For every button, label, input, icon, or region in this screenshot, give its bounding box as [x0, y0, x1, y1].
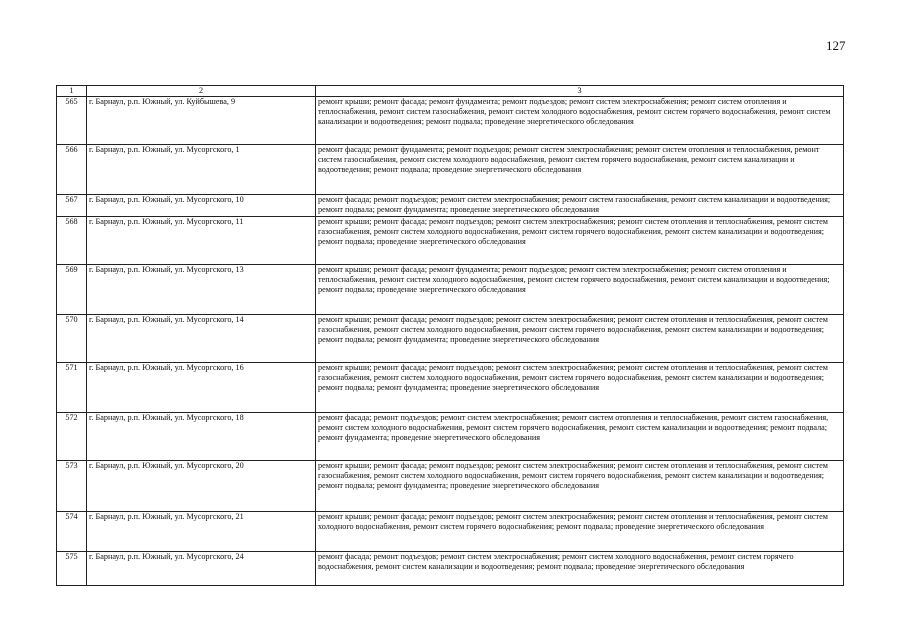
table-row [57, 97, 844, 145]
row-address: г. Барнаул, р.п. Южный, ул. Мусоргского, 1 [87, 145, 316, 195]
row-address: г. Барнаул, р.п. Южный, ул. Куйбышева, 9 [87, 97, 316, 145]
row-works: ремонт крыши; ремонт фасада; ремонт подъездов; ремонт систем электроснабжения; ремонт систем отопления и теплоснабжения, ремонт систем газоснабжения, ремонт систем холодного водоснабжения, ремонт систем горячего водоснабжения, ремонт систем канализации и водоотведения; ремонт подвала; проведение энергетического обследования [316, 217, 844, 265]
column-header-3: 3 [316, 86, 844, 97]
table-row [57, 413, 844, 461]
row-number: 568 [57, 217, 87, 265]
row-number: 567 [57, 195, 87, 217]
row-number: 571 [57, 363, 87, 413]
column-header-2: 2 [87, 86, 316, 97]
row-number: 572 [57, 413, 87, 461]
row-address: г. Барнаул, р.п. Южный, ул. Мусоргского, 20 [87, 461, 316, 512]
page-number: 127 [826, 38, 846, 53]
row-works: ремонт фасада; ремонт фундамента; ремонт подъездов; ремонт систем электроснабжения; ремонт систем отопления и теплоснабжения, ремонт систем газоснабжения, ремонт систем холодного водоснабжения, ремонт систем горячего водоснабжения, ремонт систем канализации и водоотведения; ремонт подвала; проведение энергетического обследования [316, 145, 844, 195]
row-number: 566 [57, 145, 87, 195]
table-row [57, 145, 844, 195]
row-address: г. Барнаул, р.п. Южный, ул. Мусоргского, 10 [87, 195, 316, 217]
table-header-row [57, 86, 844, 97]
row-works: ремонт крыши; ремонт фасада; ремонт подъездов; ремонт систем электроснабжения; ремонт систем отопления и теплоснабжения, ремонт систем газоснабжения, ремонт систем холодного водоснабжения, ремонт систем горячего водоснабжения, ремонт систем канализации и водоотведения; ремонт подвала; ремонт фундамента; проведение энергетического обследования [316, 315, 844, 363]
row-address: г. Барнаул, р.п. Южный, ул. Мусоргского, 16 [87, 363, 316, 413]
table-row [57, 315, 844, 363]
table-row [57, 217, 844, 265]
row-address: г. Барнаул, р.п. Южный, ул. Мусоргского, 24 [87, 552, 316, 586]
row-works: ремонт крыши; ремонт фасада; ремонт фундамента; ремонт подъездов; ремонт систем электроснабжения; ремонт систем отопления и теплоснабжения, ремонт систем газоснабжения, ремонт систем холодного водоснабжения, ремонт систем горячего водоснабжения, ремонт систем канализации и водоотведения; ремонт подвала; проведение энергетического обследования [316, 97, 844, 145]
row-number: 573 [57, 461, 87, 512]
row-works: ремонт фасада; ремонт подъездов; ремонт систем электроснабжения; ремонт систем отопления и теплоснабжения, ремонт систем газоснабжения, ремонт систем холодного водоснабжения, ремонт систем горячего водоснабжения, ремонт систем канализации и водоотведения; ремонт подвала; ремонт фундамента; проведение энергетического обследования [316, 413, 844, 461]
row-address: г. Барнаул, р.п. Южный, ул. Мусоргского, 11 [87, 217, 316, 265]
row-number: 565 [57, 97, 87, 145]
table-row [57, 552, 844, 586]
table-row [57, 363, 844, 413]
table-row [57, 265, 844, 315]
row-number: 570 [57, 315, 87, 363]
row-works: ремонт фасада; ремонт подъездов; ремонт систем электроснабжения; ремонт систем холодного водоснабжения, ремонт систем горячего водоснабжения, ремонт систем канализации и водоотведения; ремонт подвала; проведение энергетического обследования [316, 552, 844, 586]
row-works: ремонт крыши; ремонт фасада; ремонт подъездов; ремонт систем электроснабжения; ремонт систем отопления и теплоснабжения, ремонт систем холодного водоснабжения, ремонт систем горячего водоснабжения; ремонт подвала; проведение энергетического обследования [316, 512, 844, 552]
row-address: г. Барнаул, р.п. Южный, ул. Мусоргского, 21 [87, 512, 316, 552]
row-works: ремонт крыши; ремонт фасада; ремонт подъездов; ремонт систем электроснабжения; ремонт систем отопления и теплоснабжения, ремонт систем газоснабжения, ремонт систем холодного водоснабжения, ремонт систем горячего водоснабжения, ремонт систем канализации и водоотведения; ремонт подвала; ремонт фундамента; проведение энергетического обследования [316, 363, 844, 413]
row-works: ремонт крыши; ремонт фасада; ремонт фундамента; ремонт подъездов; ремонт систем электроснабжения; ремонт систем отопления и теплоснабжения, ремонт систем холодного водоснабжения, ремонт систем горячего водоснабжения, ремонт систем канализации и водоотведения; ремонт подвала; проведение энергетического обследования [316, 265, 844, 315]
row-address: г. Барнаул, р.п. Южный, ул. Мусоргского, 14 [87, 315, 316, 363]
row-number: 575 [57, 552, 87, 586]
table-row [57, 461, 844, 512]
row-works: ремонт крыши; ремонт фасада; ремонт подъездов; ремонт систем электроснабжения; ремонт систем отопления и теплоснабжения, ремонт систем газоснабжения, ремонт систем холодного водоснабжения, ремонт систем горячего водоснабжения, ремонт систем канализации и водоотведения; ремонт подвала; ремонт фундамента; проведение энергетического обследования [316, 461, 844, 512]
row-address: г. Барнаул, р.п. Южный, ул. Мусоргского, 13 [87, 265, 316, 315]
table-row [57, 195, 844, 217]
row-address: г. Барнаул, р.п. Южный, ул. Мусоргского, 18 [87, 413, 316, 461]
row-works: ремонт фасада; ремонт подъездов; ремонт систем электроснабжения; ремонт систем газоснабжения, ремонт систем канализации и водоотведения; ремонт подвала; ремонт фундамента; проведение энергетического обследования [316, 195, 844, 217]
works-table [56, 85, 844, 586]
column-header-1: 1 [57, 86, 87, 97]
row-number: 569 [57, 265, 87, 315]
table-row [57, 512, 844, 552]
row-number: 574 [57, 512, 87, 552]
